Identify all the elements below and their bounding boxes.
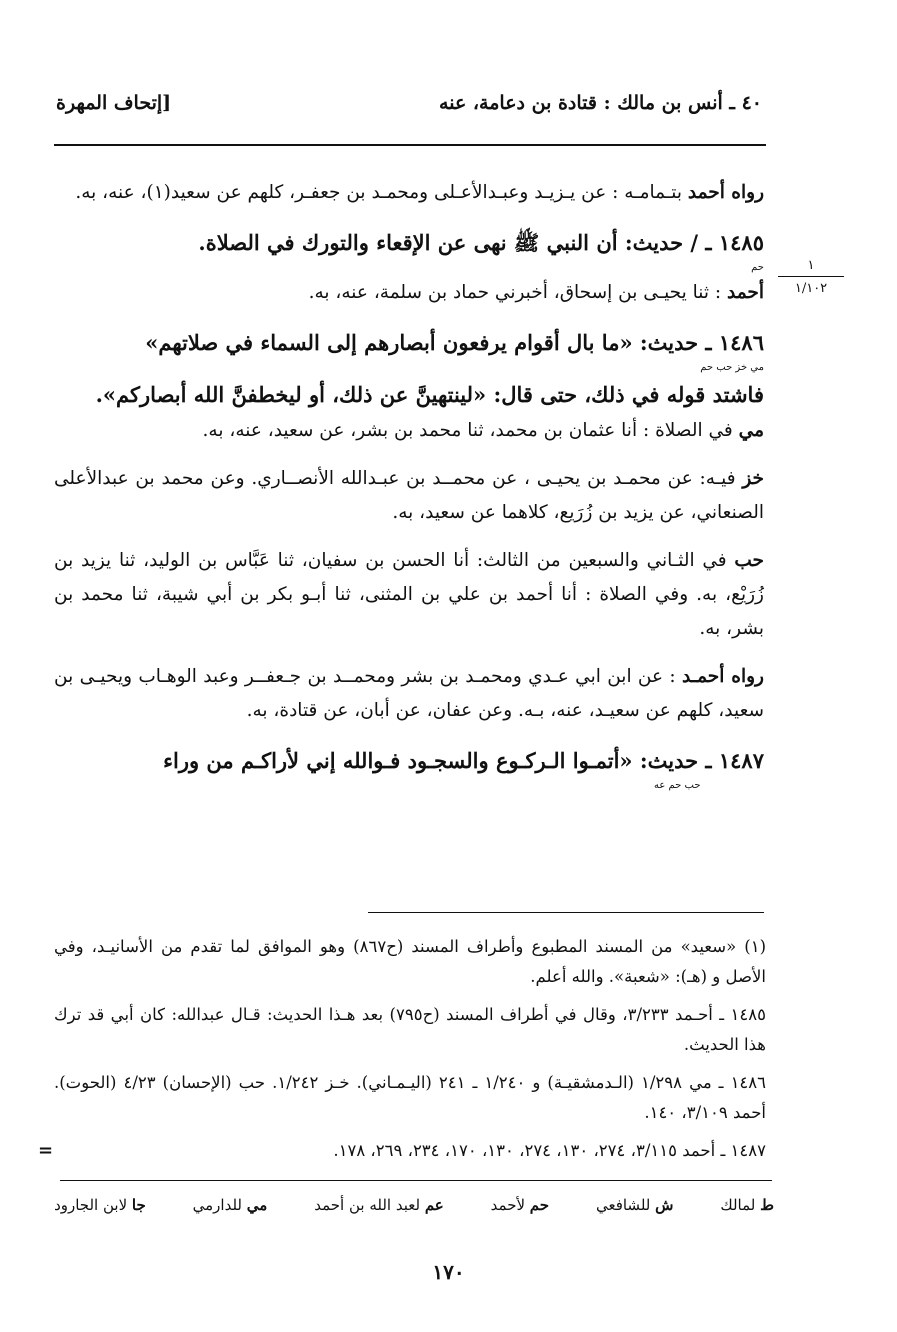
margin-ref-bottom: ١/١٠٢ <box>794 281 828 296</box>
abbreviation-code: عم <box>424 1196 444 1214</box>
body-paragraph <box>54 276 764 310</box>
body-paragraph <box>54 176 764 210</box>
abbreviation-entry <box>314 1196 444 1214</box>
paragraph-text: في الثـاني والسبعين من الثالث: أنا الحسن بن سفيان، ثنا عَبَّاس بن الوليد، ثنا يزيد بن زُرَيْع، به. وفي الصلاة : أنا أحمد بن علي بن المثنى، ثنا أبـو بكر بن أبي شيبة، ثنا محمد بن بشر، به. <box>54 550 764 639</box>
paragraph-text: في الصلاة : أنا عثمان بن محمد، ثنا محمد بن بشر، عن سعيد، عنه، به. <box>202 420 739 441</box>
body-paragraph <box>54 660 764 728</box>
header-rule <box>54 144 766 146</box>
source-name: رواه أحمد <box>687 182 764 203</box>
paragraph-text: : ثنا يحيـى بن إسحاق، أخبرني حماد بن سلمة، عنه، به. <box>308 282 728 303</box>
margin-ref-line <box>778 276 844 277</box>
page-number: ١٧٠ <box>432 1260 465 1284</box>
body-paragraph <box>54 462 764 530</box>
paragraph-text: : عن ابن ابي عـدي ومحمـد بن بشر ومحمــد بن جـعفــر وعبد الوهـاب ويحيـى بن سعيد، كلهم عن سعيـد، عنه، بـه. وعن عفان، عن أبان، عن قتادة، به. <box>54 666 764 721</box>
source-sigla: مي خز حب حم <box>700 362 764 373</box>
abbreviation-name: للدارمي <box>192 1196 247 1214</box>
source-name: خز <box>742 468 764 489</box>
header-chapter: ٤٠ ـ أنس بن مالك : قتادة بن دعامة، عنه <box>439 92 762 114</box>
hadith-heading: ١٤٨٦ ـ حديث: «ما بال أقوام يرفعون أبصارهم إلى السماء في صلاتهم» <box>145 330 764 355</box>
abbreviation-key <box>54 1196 774 1214</box>
abbreviation-name: لأحمد <box>490 1196 530 1214</box>
abbreviation-entry <box>596 1196 673 1214</box>
header-book-title: [إتحاف المهرة <box>56 92 172 114</box>
paragraph-text: فيـه: عن محمـد بن يحيـى ، عن محمــد بن عبـدالله الأنصــاري. وعن محمد بن عبدالأعلى الصنعاني، عن يزيد بن زُرَيع، كلاهما عن سعيد، به. <box>54 468 764 523</box>
abbreviation-code: ط <box>760 1196 774 1214</box>
source-name: حب <box>734 550 764 571</box>
source-name: رواه أحمـد <box>681 666 764 687</box>
abbreviation-code: حم <box>529 1196 550 1214</box>
body-paragraph <box>54 544 764 646</box>
abbreviation-code: جا <box>131 1196 146 1214</box>
abbreviation-name: للشافعي <box>595 1196 656 1214</box>
abbreviation-code: مي <box>246 1196 268 1214</box>
running-header <box>56 92 762 132</box>
abbreviation-name: لابن الجارود <box>54 1196 132 1214</box>
footnote: ١٤٨٥ ـ أحـمد ٣/٢٣٣، وقال في أطراف المسند (ح٧٩٥) بعد هـذا الحديث: قـال عبدالله: كان أبي قد ترك هذا الحديث. <box>54 1005 766 1054</box>
abbreviation-entry <box>720 1196 774 1214</box>
abbreviation-code: ش <box>655 1196 674 1214</box>
abbreviation-entry <box>193 1196 268 1214</box>
footnote: ١٤٨٦ ـ مي ١/٢٩٨ (الـدمشقيـة) و ١/٢٤٠ ـ ٢٤١ (اليـمـاني). خـز ١/٢٤٢. حب (الإحسان) ٤/٢٣ (الحوت). أحمد ٣/١٠٩، ١٤٠. <box>54 1073 767 1122</box>
footnote-rule <box>368 912 764 913</box>
hadith-heading: ١٤٨٧ ـ حديث: «أتمـوا الـركـوع والسجـود فـوالله إني لأراكـم من وراء <box>163 748 764 773</box>
abbreviation-rule <box>60 1180 772 1181</box>
hadith-heading: فاشتد قوله في ذلك، حتى قال: «لينتهينَّ عن ذلك، أو ليخطفنَّ الله أبصاركم». <box>95 382 764 407</box>
footnotes <box>54 932 766 1174</box>
hadith-heading: ١٤٨٥ ـ / حديث: أن النبي ﷺ نهى عن الإقعاء والتورك في الصلاة. <box>198 230 764 255</box>
margin-ref-top: ١ <box>807 258 815 273</box>
source-name: مي <box>738 420 764 441</box>
footnote: (١) «سعيد» من المسند المطبوع وأطراف المسند (ح٨٦٧) وهو الموافق لما تقدم من الأسانيـد، وفي الأصل و (هـ): «شعبة». والله أعلم. <box>54 937 766 986</box>
body-paragraph <box>54 414 764 448</box>
margin-reference <box>778 258 844 297</box>
continuation-mark: = <box>38 1140 54 1161</box>
main-text <box>54 176 764 794</box>
paragraph-text: بتـمامـه : عن يـزيـد وعبـدالأعـلى ومحمـد بن جعفـر، كلهم عن سعيد(١)، عنه، به. <box>75 182 688 203</box>
abbreviation-name: لعبد الله بن أحمد <box>314 1196 425 1214</box>
abbreviation-name: لمالك <box>720 1196 761 1214</box>
abbreviation-entry <box>491 1196 549 1214</box>
source-sigla: حب حم عه <box>654 780 701 791</box>
source-name: أحمد <box>727 282 764 303</box>
abbreviation-entry <box>54 1196 146 1214</box>
footnote: ١٤٨٧ ـ أحمد ٣/١١٥، ٢٧٤، ١٣٠، ٢٧٤، ١٣٠، ١٧٠، ٢٣٤، ٢٦٩، ١٧٨. <box>333 1141 766 1160</box>
source-sigla: حم <box>751 262 764 273</box>
